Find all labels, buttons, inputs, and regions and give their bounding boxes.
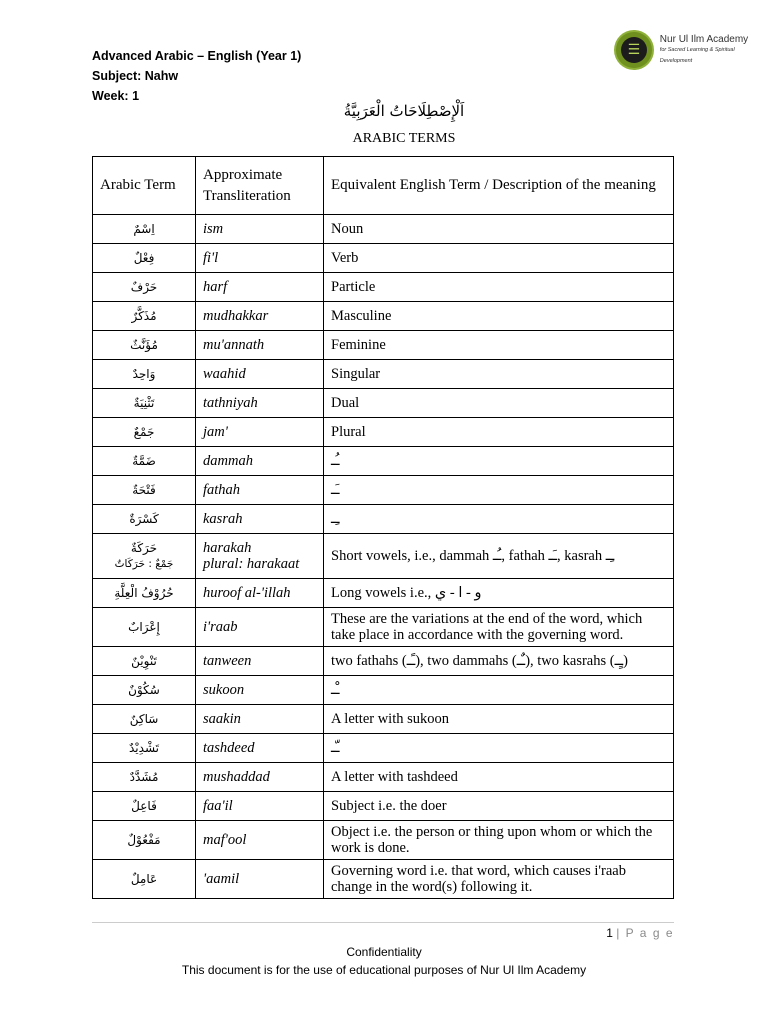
table-row [93, 763, 674, 792]
transliteration: dammah [196, 447, 324, 476]
transliteration: tashdeed [196, 734, 324, 763]
transliteration: i'raab [196, 608, 324, 647]
transliteration: huroof al-'illah [196, 579, 324, 608]
table-row [93, 608, 674, 647]
arabic-term: مُؤَنَّثٌ [93, 331, 196, 360]
logo-name: Nur Ul Ilm Academy [659, 33, 749, 45]
meaning: Verb [324, 244, 674, 273]
meaning: Governing word i.e. that word, which causes i'raab change in the word(s) following it. [324, 860, 674, 899]
transliteration: tathniyah [196, 389, 324, 418]
logo-tagline: for Sacred Learning & Spiritual Development [659, 46, 735, 64]
arabic-term: سَاكِنٌ [93, 705, 196, 734]
table-row [93, 476, 674, 505]
arabic-term: سُكُوْنٌ [93, 676, 196, 705]
table-row [93, 734, 674, 763]
arabic-term-singular: حَرَكَةٌ [130, 541, 158, 555]
page-number-value: 1 [606, 926, 613, 940]
transliteration: kasrah [196, 505, 324, 534]
book-emblem-icon: ☰ [614, 30, 654, 70]
arabic-term: مَفْعُوْلٌ [93, 821, 196, 860]
arabic-term: وَاحِدٌ [93, 360, 196, 389]
transliteration-plural: plural: harakaat [203, 556, 300, 572]
table-row [93, 647, 674, 676]
academy-logo [614, 30, 768, 70]
meaning: ـَـ [324, 476, 674, 505]
meaning: Singular [324, 360, 674, 389]
arabic-term: ضَمَّةٌ [93, 447, 196, 476]
meaning: ـْـ [324, 676, 674, 705]
meaning: Plural [324, 418, 674, 447]
transliteration: mushaddad [196, 763, 324, 792]
table-row [93, 505, 674, 534]
transliteration: maf'ool [196, 821, 324, 860]
table-row [93, 360, 674, 389]
confidentiality-label: Confidentiality [346, 945, 422, 959]
arabic-term: عَامِلٌ [93, 860, 196, 899]
table-row [93, 215, 674, 244]
meaning: Particle [324, 273, 674, 302]
transliteration: fi'l [196, 244, 324, 273]
transliteration: faa'il [196, 792, 324, 821]
meaning: Subject i.e. the doer [324, 792, 674, 821]
arabic-term: إِعْرَابٌ [93, 608, 196, 647]
arabic-term: جَمْعٌ [93, 418, 196, 447]
transliteration [196, 534, 324, 579]
arabic-term: حَرْفٌ [93, 273, 196, 302]
meaning: Noun [324, 215, 674, 244]
table-row [93, 389, 674, 418]
transliteration: mudhakkar [196, 302, 324, 331]
arabic-term: حُرُوْفُ الْعِلَّةِ [93, 579, 196, 608]
arabic-term: تَشْدِيْدٌ [93, 734, 196, 763]
course-title: Advanced Arabic – English (Year 1) [92, 49, 302, 63]
meaning: ـُـ [324, 447, 674, 476]
column-header-arabic: Arabic Term [93, 157, 196, 215]
week-label: Week: 1 [92, 89, 140, 103]
arabic-term: فِعْلٌ [93, 244, 196, 273]
meaning: A letter with tashdeed [324, 763, 674, 792]
table-row [93, 331, 674, 360]
meaning: Feminine [324, 331, 674, 360]
footer-divider [92, 922, 674, 923]
column-header-meaning: Equivalent English Term / Description of the meaning [324, 157, 674, 215]
table-row [93, 244, 674, 273]
meaning: A letter with sukoon [324, 705, 674, 734]
meaning: ـِـ [324, 505, 674, 534]
transliteration-singular: harakah [203, 540, 252, 556]
transliteration: jam' [196, 418, 324, 447]
transliteration: harf [196, 273, 324, 302]
transliteration: ism [196, 215, 324, 244]
meaning: Short vowels, i.e., dammah ـُـ, fathah ـَـ, kasrah ـِـ [324, 534, 674, 579]
meaning: Object i.e. the person or thing upon whom or which the work is done. [324, 821, 674, 860]
table-row [93, 579, 674, 608]
document-header [92, 46, 301, 106]
column-header-transliteration: Approximate Transliteration [196, 157, 324, 215]
meaning: Dual [324, 389, 674, 418]
table-row [93, 418, 674, 447]
table-row [93, 860, 674, 899]
table-row [93, 676, 674, 705]
transliteration: mu'annath [196, 331, 324, 360]
arabic-term: كَسْرَةٌ [93, 505, 196, 534]
footer-notice [0, 943, 768, 979]
table-row [93, 705, 674, 734]
confidentiality-notice: This document is for the use of educational purposes of Nur Ul Ilm Academy [181, 963, 587, 977]
arabic-term [93, 534, 196, 579]
arabic-term-plural: جَمْعٌ : حَرَكَاتٌ [114, 558, 174, 570]
meaning: ـّـ [324, 734, 674, 763]
table-row [93, 302, 674, 331]
page-label: | P a g e [616, 926, 674, 940]
arabic-term: تَثْنِيَةٌ [93, 389, 196, 418]
table-row [93, 534, 674, 579]
table-header-row [93, 157, 674, 215]
subject-label: Subject: Nahw [92, 69, 179, 83]
table-row [93, 792, 674, 821]
arabic-term: فَاعِلٌ [93, 792, 196, 821]
english-title: ARABIC TERMS [352, 131, 456, 146]
terms-table [92, 156, 674, 899]
meaning: Long vowels i.e., و - ا - ي [324, 579, 674, 608]
arabic-term: فَتْحَةٌ [93, 476, 196, 505]
table-row [93, 821, 674, 860]
arabic-term: اِسْمٌ [93, 215, 196, 244]
meaning: These are the variations at the end of the word, which take place in accordance with the governing word. [324, 608, 674, 647]
page-number [606, 926, 674, 940]
meaning: Masculine [324, 302, 674, 331]
transliteration: tanween [196, 647, 324, 676]
arabic-term: مُشَدَّدٌ [93, 763, 196, 792]
transliteration: sukoon [196, 676, 324, 705]
meaning: two fathahs (ـًـ), two dammahs (ـٌـ), two kasrahs (ـٍـ) [324, 647, 674, 676]
transliteration: 'aamil [196, 860, 324, 899]
arabic-term: تَنْوِيْنٌ [93, 647, 196, 676]
arabic-title: اَلْإِصْطِلَاحَاتُ الْعَرَبِيَّةُ [343, 102, 465, 120]
table-row [93, 447, 674, 476]
arabic-term: مُذَكَّرٌ [93, 302, 196, 331]
transliteration: fathah [196, 476, 324, 505]
table-row [93, 273, 674, 302]
transliteration: waahid [196, 360, 324, 389]
transliteration: saakin [196, 705, 324, 734]
